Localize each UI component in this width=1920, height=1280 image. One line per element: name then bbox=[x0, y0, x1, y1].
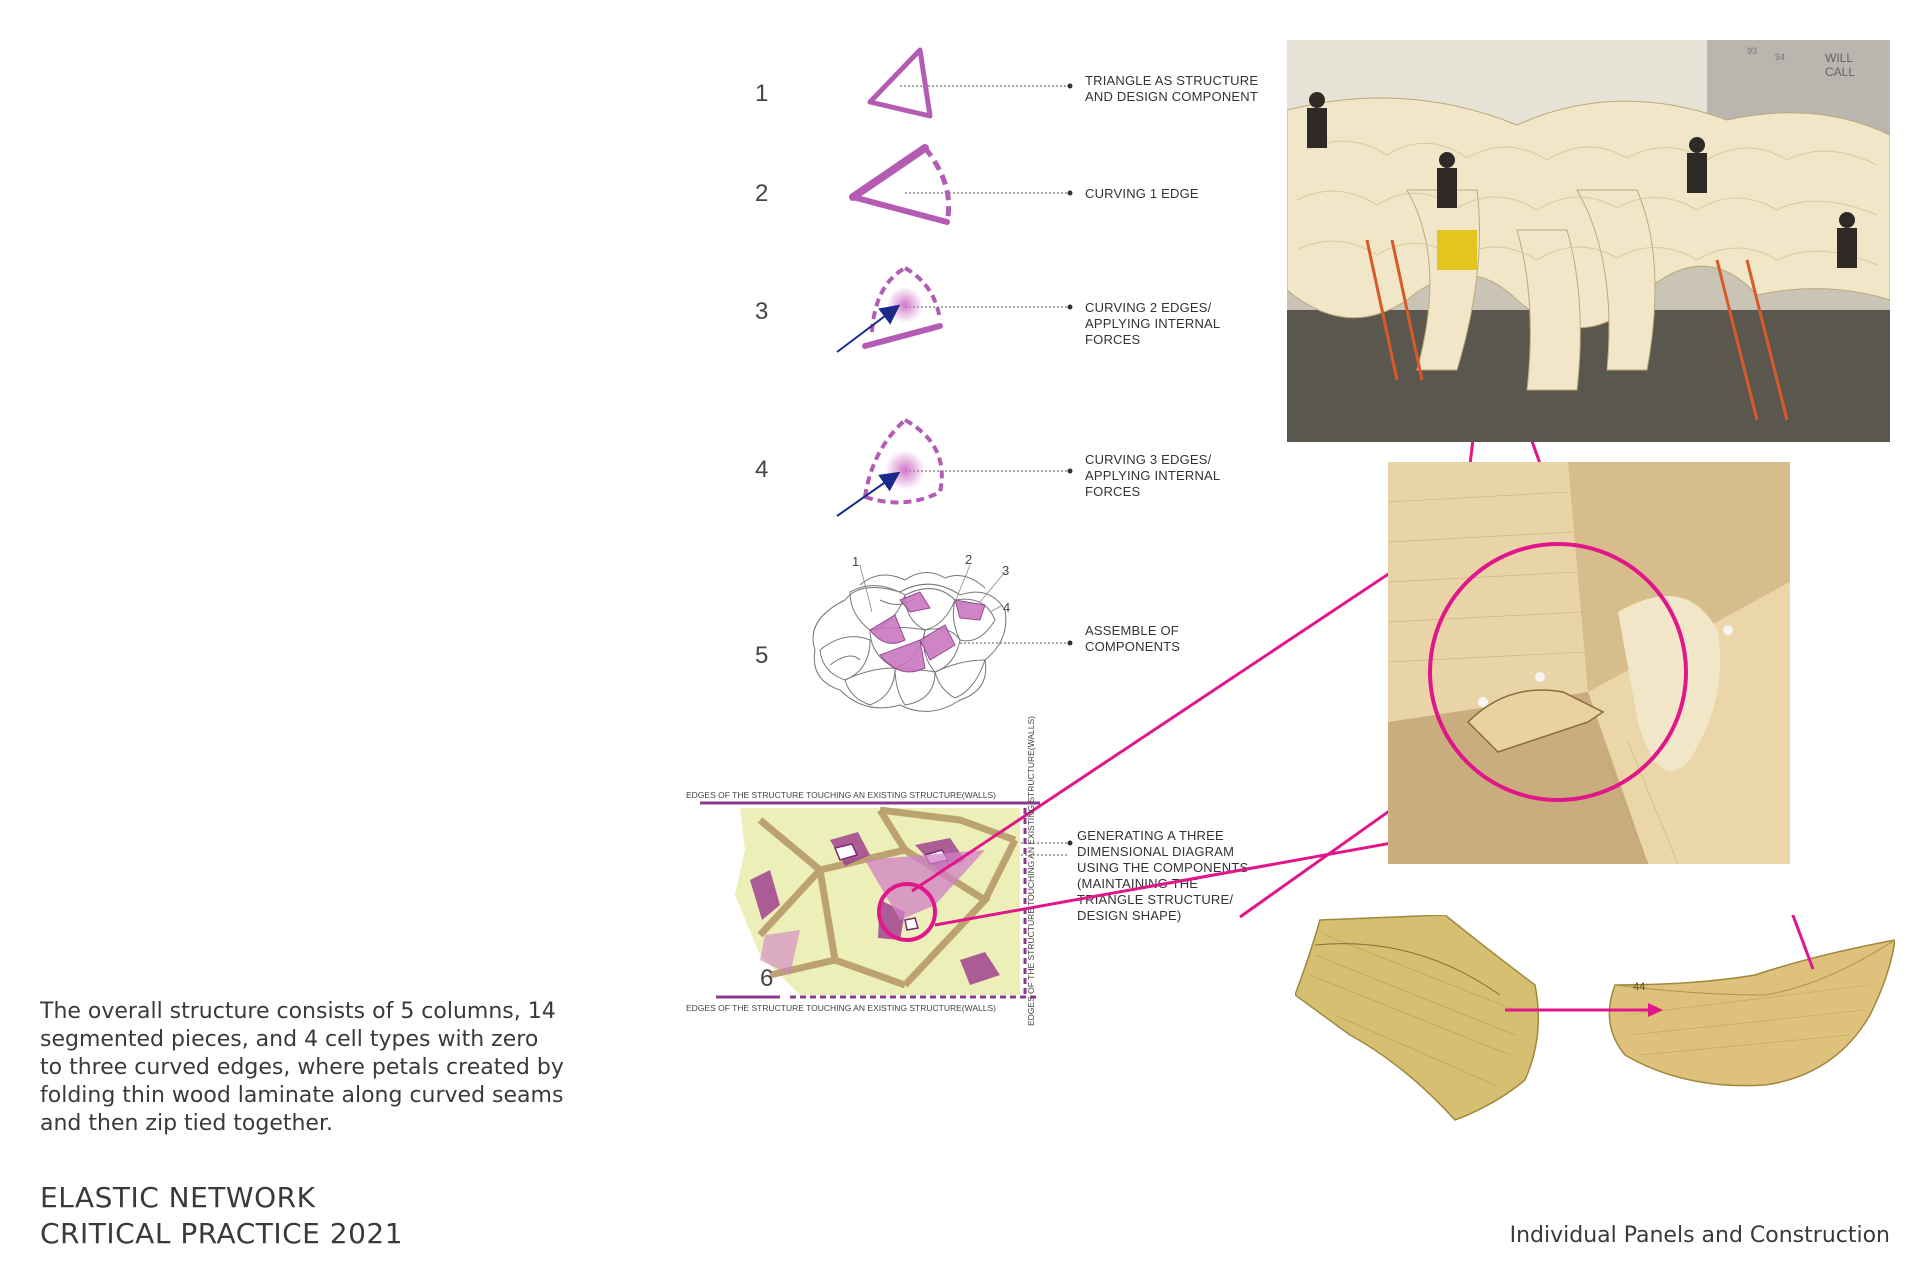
assembly-diagram bbox=[813, 572, 1006, 711]
step-number-5: 5 bbox=[755, 642, 769, 669]
edge-label-top: EDGES OF THE STRUCTURE TOUCHING AN EXISTING STRUCTURE(WALLS) bbox=[686, 790, 996, 800]
joint-closeup-photo bbox=[1388, 462, 1790, 864]
step-number-4: 4 bbox=[755, 456, 769, 483]
photo-sign-num-a: 93 bbox=[1747, 46, 1758, 56]
photo-sign-line2: CALL bbox=[1825, 65, 1856, 79]
edge-label-bottom: EDGES OF THE STRUCTURE TOUCHING AN EXISTING STRUCTURE(WALLS) bbox=[686, 1003, 996, 1013]
step-label-2: CURVING 1 EDGE bbox=[1085, 186, 1199, 201]
step-number-3: 3 bbox=[755, 298, 769, 325]
network-plan-diagram bbox=[700, 803, 1040, 997]
construction-photo bbox=[1287, 40, 1890, 442]
photo-sign-line1: WILL bbox=[1825, 51, 1854, 65]
curved-three-edges-icon bbox=[837, 420, 942, 516]
assembly-callout-3: 3 bbox=[1002, 563, 1010, 578]
step-number-1: 1 bbox=[755, 80, 769, 107]
assembly-callout-2: 2 bbox=[965, 552, 973, 567]
flat-panel bbox=[1295, 915, 1538, 1120]
assembly-callout-4: 4 bbox=[1003, 600, 1011, 615]
leader-lines bbox=[900, 86, 1068, 855]
step-label-6: GENERATING A THREE DIMENSIONAL DIAGRAM USING THE COMPONENTS (MAINTAINING THE TRIANGLE STRUCTURE/ DESIGN SHAPE) bbox=[1077, 828, 1249, 923]
description-text: The overall structure consists of 5 columns, 14 segmented pieces, and 4 cell types with zero to three curved edges, where petals created by folding thin wood laminate along curved seams and then zip tied together. bbox=[40, 999, 564, 1136]
step-number-2: 2 bbox=[755, 180, 769, 207]
step-label-1: TRIANGLE AS STRUCTURE AND DESIGN COMPONENT bbox=[1085, 73, 1259, 104]
assembly-callout-1: 1 bbox=[852, 554, 860, 569]
edge-label-side: EDGES OF THE STRUCTURE TOUCHING AN EXISTING STRUCTURE(WALLS) bbox=[1026, 716, 1036, 1026]
curved-one-edge-icon bbox=[853, 148, 949, 222]
step-label-3: CURVING 2 EDGES/ APPLYING INTERNAL FORCES bbox=[1085, 300, 1221, 347]
figure-caption: Individual Panels and Construction bbox=[1509, 1223, 1890, 1248]
photo-sign-num-b: 94 bbox=[1775, 52, 1786, 62]
triangle-icon bbox=[870, 50, 930, 116]
step-label-4: CURVING 3 EDGES/ APPLYING INTERNAL FORCES bbox=[1085, 452, 1221, 499]
panel-number: 44 bbox=[1633, 981, 1646, 993]
leader-dots bbox=[1068, 84, 1073, 846]
page-title: ELASTIC NETWORK CRITICAL PRACTICE 2021 bbox=[40, 1181, 404, 1250]
curved-two-edges-icon bbox=[837, 268, 940, 352]
step-number-6: 6 bbox=[760, 965, 774, 992]
panel-pieces-photo bbox=[1295, 915, 1895, 1130]
step-label-5: ASSEMBLE OF COMPONENTS bbox=[1085, 623, 1181, 654]
